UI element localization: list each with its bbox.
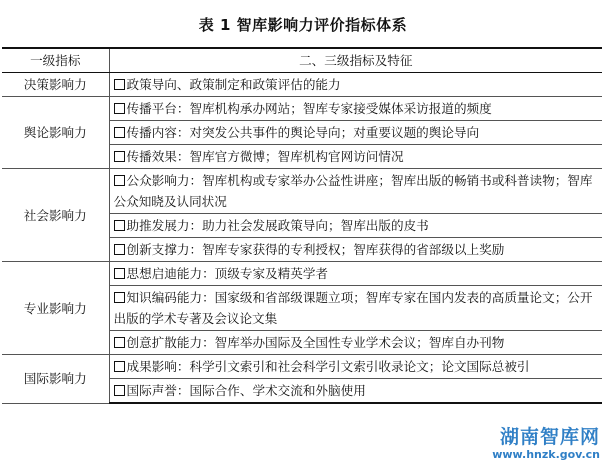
table-title: 表 1 智库影响力评价指标体系	[198, 16, 408, 34]
table-row	[2, 97, 602, 121]
checkbox-icon	[114, 175, 125, 186]
indicator-table	[2, 47, 602, 404]
table-row	[2, 73, 602, 97]
indicator-item: 国际声誉：国际合作、学术交流和外脑使用	[109, 379, 602, 404]
category-social: 社会影响力	[2, 169, 109, 262]
watermark-url: www.hnzk.gov.cn	[492, 448, 600, 461]
indicator-item: 创意扩散能力：智库举办国际及全国性专业学术会议；智库自办刊物	[109, 331, 602, 355]
checkbox-icon	[114, 385, 125, 396]
indicator-item: 助推发展力：助力社会发展政策导向；智库出版的皮书	[109, 214, 602, 238]
category-decision: 决策影响力	[2, 73, 109, 97]
indicator-item: 公众影响力：智库机构或专家举办公益性讲座；智库出版的畅销书或科普读物；智库公众知晓及认同状况	[109, 169, 602, 214]
checkbox-icon	[114, 220, 125, 231]
header-level1: 一级指标	[2, 48, 109, 73]
indicator-item: 创新支撑力：智库专家获得的专利授权；智库获得的省部级以上奖励	[109, 238, 602, 262]
checkbox-icon	[114, 361, 125, 372]
checkbox-icon	[114, 244, 125, 255]
table-row	[2, 355, 602, 379]
table-row	[2, 262, 602, 286]
header-level23: 二、三级指标及特征	[109, 48, 602, 73]
checkbox-icon	[114, 79, 125, 90]
site-watermark	[492, 426, 600, 461]
watermark-title: 湖南智库网	[499, 426, 600, 448]
category-public-opinion: 舆论影响力	[2, 97, 109, 169]
indicator-item: 思想启迪能力：顶级专家及精英学者	[109, 262, 602, 286]
checkbox-icon	[114, 268, 125, 279]
table-header-row	[2, 48, 602, 73]
indicator-item: 成果影响：科学引文索引和社会科学引文索引收录论文；论文国际总被引	[109, 355, 602, 379]
checkbox-icon	[114, 127, 125, 138]
indicator-item: 知识编码能力：国家级和省部级课题立项；智库专家在国内发表的高质量论文；公开出版的学术专著及会议论文集	[109, 286, 602, 331]
checkbox-icon	[114, 337, 125, 348]
category-international: 国际影响力	[2, 355, 109, 404]
table-row	[2, 169, 602, 214]
indicator-item: 传播内容：对突发公共事件的舆论导向；对重要议题的舆论导向	[109, 121, 602, 145]
checkbox-icon	[114, 151, 125, 162]
indicator-item: 传播效果：智库官方微博；智库机构官网访问情况	[109, 145, 602, 169]
category-professional: 专业影响力	[2, 262, 109, 355]
indicator-item: 政策导向、政策制定和政策评估的能力	[109, 73, 602, 97]
checkbox-icon	[114, 292, 125, 303]
checkbox-icon	[114, 103, 125, 114]
indicator-item: 传播平台：智库机构承办网站；智库专家接受媒体采访报道的频度	[109, 97, 602, 121]
